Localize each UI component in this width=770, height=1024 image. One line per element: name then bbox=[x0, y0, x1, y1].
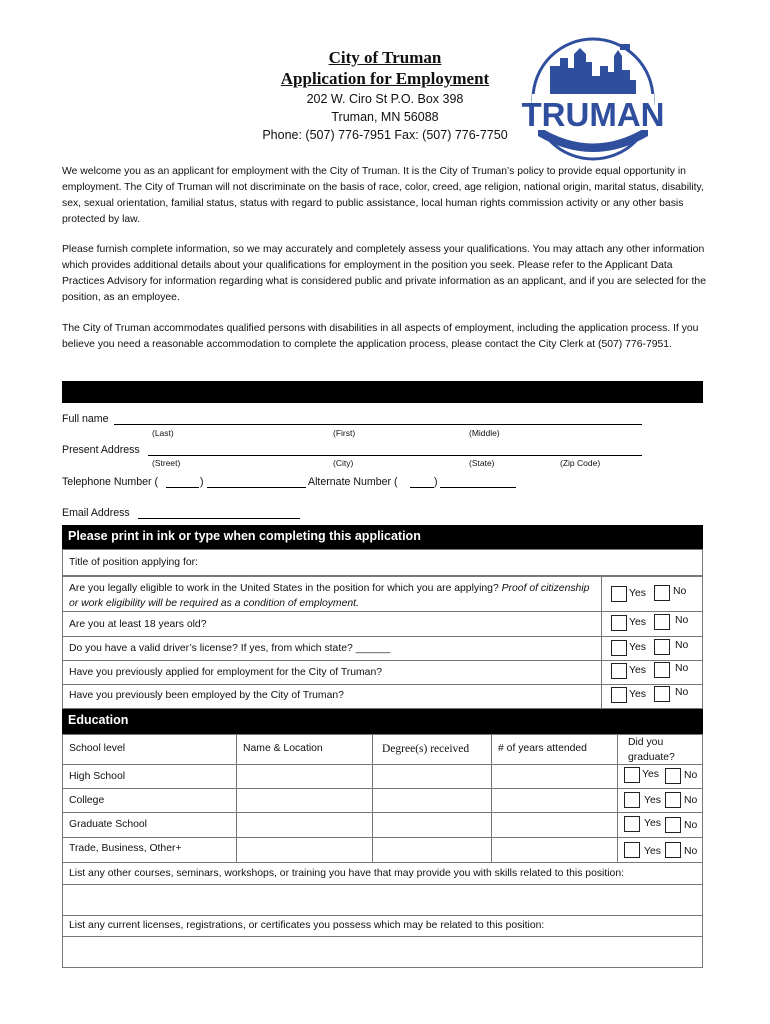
no-label: No bbox=[684, 795, 698, 806]
truman-logo bbox=[521, 36, 665, 162]
degree-cell[interactable] bbox=[372, 837, 492, 863]
licenses-label: List any current licenses, registrations, or certificates you possess which may be related to this position: bbox=[69, 920, 545, 931]
city-hint: (City) bbox=[333, 458, 354, 468]
q4-no-checkbox[interactable] bbox=[654, 662, 670, 678]
alternate-area-field[interactable] bbox=[410, 487, 434, 488]
intro-paragraph-2: Please furnish complete information, so we may accurately and completely assess your qualifications. You may attach any other information which provides additional details about your qualifications for employment in the position you seek. Please refer to the Applicant Data Practices Advisory for information regarding what is considered public and private information as an applicant, and if you are selected for the position, as an employee. bbox=[62, 244, 706, 303]
licenses-field[interactable] bbox=[62, 936, 703, 968]
courses-field[interactable] bbox=[62, 884, 703, 916]
no-label: No bbox=[684, 770, 698, 781]
zip-hint: (Zip Code) bbox=[560, 458, 601, 468]
q1-no-checkbox[interactable] bbox=[654, 585, 670, 601]
degree-cell[interactable] bbox=[372, 764, 492, 789]
email-field[interactable] bbox=[138, 518, 300, 519]
q3-yes-checkbox[interactable] bbox=[611, 640, 627, 656]
no-label: No bbox=[675, 640, 689, 651]
college-no-checkbox[interactable] bbox=[665, 792, 681, 808]
degree-header: Degree(s) received bbox=[382, 743, 470, 755]
row-trade-business: Trade, Business, Other+ bbox=[69, 843, 182, 854]
years-cell[interactable] bbox=[491, 812, 618, 838]
years-cell[interactable] bbox=[491, 837, 618, 863]
yes-label: Yes bbox=[629, 665, 646, 676]
email-label: Email Address bbox=[62, 507, 130, 519]
yes-label: Yes bbox=[629, 588, 646, 599]
school-level-header: School level bbox=[69, 743, 126, 754]
graduated-header: Did you graduate? bbox=[628, 737, 675, 763]
question-2-text: Are you at least 18 years old? bbox=[69, 619, 207, 630]
middle-name-hint: (Middle) bbox=[469, 428, 500, 438]
address-line-2: Truman, MN 56088 bbox=[331, 110, 439, 124]
position-title-label: Title of position applying for: bbox=[69, 557, 198, 568]
q1-yes-checkbox[interactable] bbox=[611, 586, 627, 602]
question-4-text: Have you previously applied for employment for the City of Truman? bbox=[69, 667, 383, 678]
courses-label: List any other courses, seminars, workshops, or training you have that may provide you with skills related to this position: bbox=[69, 868, 625, 879]
logo-text: TRUMAN bbox=[521, 96, 665, 133]
yes-label: Yes bbox=[642, 769, 659, 780]
telephone-area-field[interactable] bbox=[166, 487, 199, 488]
q2-yes-checkbox[interactable] bbox=[611, 615, 627, 631]
state-hint: (State) bbox=[469, 458, 495, 468]
address-field[interactable] bbox=[148, 455, 642, 456]
trade-yes-checkbox[interactable] bbox=[624, 842, 640, 858]
alternate-paren: ) bbox=[434, 476, 438, 488]
q5-no-checkbox[interactable] bbox=[654, 686, 670, 702]
no-label: No bbox=[675, 615, 689, 626]
q5-yes-checkbox[interactable] bbox=[611, 687, 627, 703]
name-location-cell[interactable] bbox=[236, 764, 373, 789]
last-name-hint: (Last) bbox=[152, 428, 174, 438]
years-cell[interactable] bbox=[491, 788, 618, 813]
row-graduate-school: Graduate School bbox=[69, 819, 147, 830]
question-1-text: Are you legally eligible to work in the United States in the position for which you are applying? Proof of citizenship or work eligibility will be required as a condition of employment. bbox=[69, 583, 590, 609]
trade-no-checkbox[interactable] bbox=[665, 842, 681, 858]
telephone-label: Telephone Number ( bbox=[62, 476, 158, 488]
full-name-field[interactable] bbox=[114, 424, 642, 425]
name-location-cell[interactable] bbox=[236, 788, 373, 813]
intro-paragraph-3: The City of Truman accommodates qualified persons with disabilities in all aspects of employment, including the application process. If you believe you need a reasonable accommodation to complete the application process, please contact the City Clerk at (507) 776-7951. bbox=[62, 323, 699, 350]
no-label: No bbox=[675, 687, 689, 698]
degree-cell[interactable] bbox=[372, 788, 492, 813]
intro-paragraph-1: We welcome you as an applicant for employment with the City of Truman. It is the City of Truman’s policy to provide equal opportunity in employment. The City of Truman will not discriminate on the basis of race, color, creed, age religion, national origin, marital status, disability, sex, sexual orientation, familial status, status with regard to public assistance, local human rights commission activity or any other basis protected by law. bbox=[62, 166, 704, 225]
hs-yes-checkbox[interactable] bbox=[624, 767, 640, 783]
hs-no-checkbox[interactable] bbox=[665, 768, 681, 784]
name-location-cell[interactable] bbox=[236, 837, 373, 863]
question-3-text: Do you have a valid driver’s license? If yes, from which state? ______ bbox=[69, 643, 391, 654]
alternate-field[interactable] bbox=[440, 487, 516, 488]
yes-label: Yes bbox=[644, 846, 661, 857]
grad-no-checkbox[interactable] bbox=[665, 817, 681, 833]
street-hint: (Street) bbox=[152, 458, 181, 468]
education-heading: Education bbox=[62, 709, 703, 734]
address-label: Present Address bbox=[62, 444, 140, 456]
years-cell[interactable] bbox=[491, 764, 618, 789]
row-high-school: High School bbox=[69, 771, 126, 782]
degree-cell[interactable] bbox=[372, 812, 492, 838]
address-line-1: 202 W. Ciro St P.O. Box 398 bbox=[306, 92, 464, 106]
yes-label: Yes bbox=[644, 795, 661, 806]
no-label: No bbox=[675, 663, 689, 674]
yes-label: Yes bbox=[629, 642, 646, 653]
name-location-header: Name & Location bbox=[243, 743, 323, 754]
college-yes-checkbox[interactable] bbox=[624, 792, 640, 808]
phone-line: Phone: (507) 776-7951 Fax: (507) 776-7750 bbox=[262, 128, 508, 142]
telephone-field[interactable] bbox=[207, 487, 306, 488]
print-instruction-heading: Please print in ink or type when completing this application bbox=[62, 525, 703, 549]
section-divider-bar bbox=[62, 381, 703, 403]
yes-label: Yes bbox=[629, 617, 646, 628]
form-title: Application for Employment bbox=[280, 69, 490, 88]
telephone-paren: ) bbox=[200, 476, 204, 488]
no-label: No bbox=[684, 846, 698, 857]
q4-yes-checkbox[interactable] bbox=[611, 663, 627, 679]
no-label: No bbox=[673, 586, 687, 597]
no-label: No bbox=[684, 820, 698, 831]
years-attended-header: # of years attended bbox=[498, 743, 587, 754]
q3-no-checkbox[interactable] bbox=[654, 639, 670, 655]
question-5-text: Have you previously been employed by the City of Truman? bbox=[69, 690, 344, 701]
yes-label: Yes bbox=[629, 689, 646, 700]
row-college: College bbox=[69, 795, 105, 806]
name-location-cell[interactable] bbox=[236, 812, 373, 838]
grad-yes-checkbox[interactable] bbox=[624, 816, 640, 832]
full-name-label: Full name bbox=[62, 413, 109, 425]
q2-no-checkbox[interactable] bbox=[654, 614, 670, 630]
first-name-hint: (First) bbox=[333, 428, 356, 438]
alternate-label: Alternate Number ( bbox=[308, 476, 398, 488]
yes-label: Yes bbox=[644, 818, 661, 829]
city-title: City of Truman bbox=[328, 48, 442, 67]
